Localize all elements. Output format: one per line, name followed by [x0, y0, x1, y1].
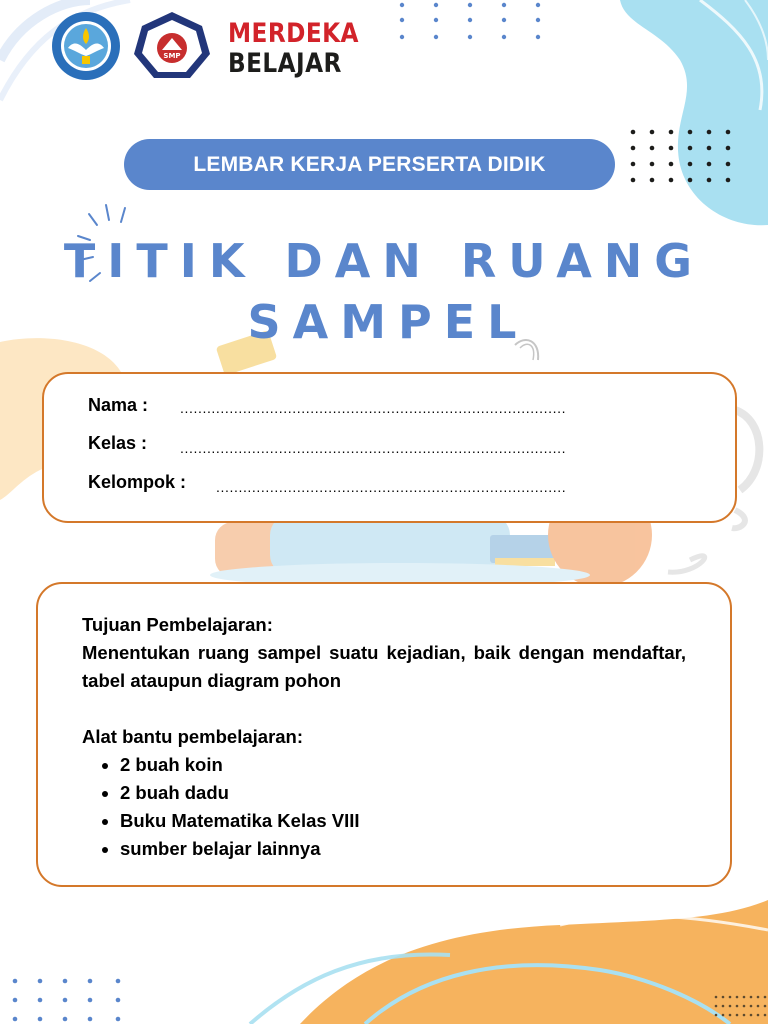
class-field[interactable]: ...................................................................................... — [180, 440, 567, 456]
group-field[interactable]: .............................................................................. — [216, 479, 567, 495]
page-title-line-2: SAMPEL — [247, 295, 529, 349]
class-label: Kelas : — [88, 433, 148, 453]
tut-wuri-handayani-logo — [44, 10, 128, 82]
tools-list-item: • 2 buah koin — [120, 751, 686, 779]
tools-list-item: • Buku Matematika Kelas VIII — [120, 807, 686, 835]
merdeka-belajar-brand — [228, 20, 380, 77]
tools-list — [82, 751, 686, 863]
tools-list-item: • 2 buah dadu — [120, 779, 686, 807]
brand-line-2: BELAJAR — [228, 48, 342, 79]
tools-list-item: • sumber belajar lainnya — [120, 835, 686, 863]
goal-heading: Tujuan Pembelajaran: — [82, 614, 273, 635]
brand-line-1: MERDEKA — [228, 18, 359, 49]
page-title-line-1: TITIK DAN RUANG — [63, 234, 705, 288]
worksheet-banner: LEMBAR KERJA PERSERTA DIDIK — [124, 139, 615, 190]
learning-info-content — [82, 611, 686, 863]
name-label: Nama : — [88, 395, 149, 415]
name-field[interactable]: ...................................................................................... — [180, 400, 567, 416]
logo-badge-text: SMP — [163, 52, 181, 60]
goal-text: Menentukan ruang sampel suatu kejadian, baik dengan mendaftar, tabel ataupun diagram pohon — [82, 642, 686, 691]
tools-heading: Alat bantu pembelajaran: — [82, 726, 304, 747]
smp-5-yogyakarta-logo — [130, 10, 214, 82]
group-label: Kelompok : — [88, 472, 187, 492]
